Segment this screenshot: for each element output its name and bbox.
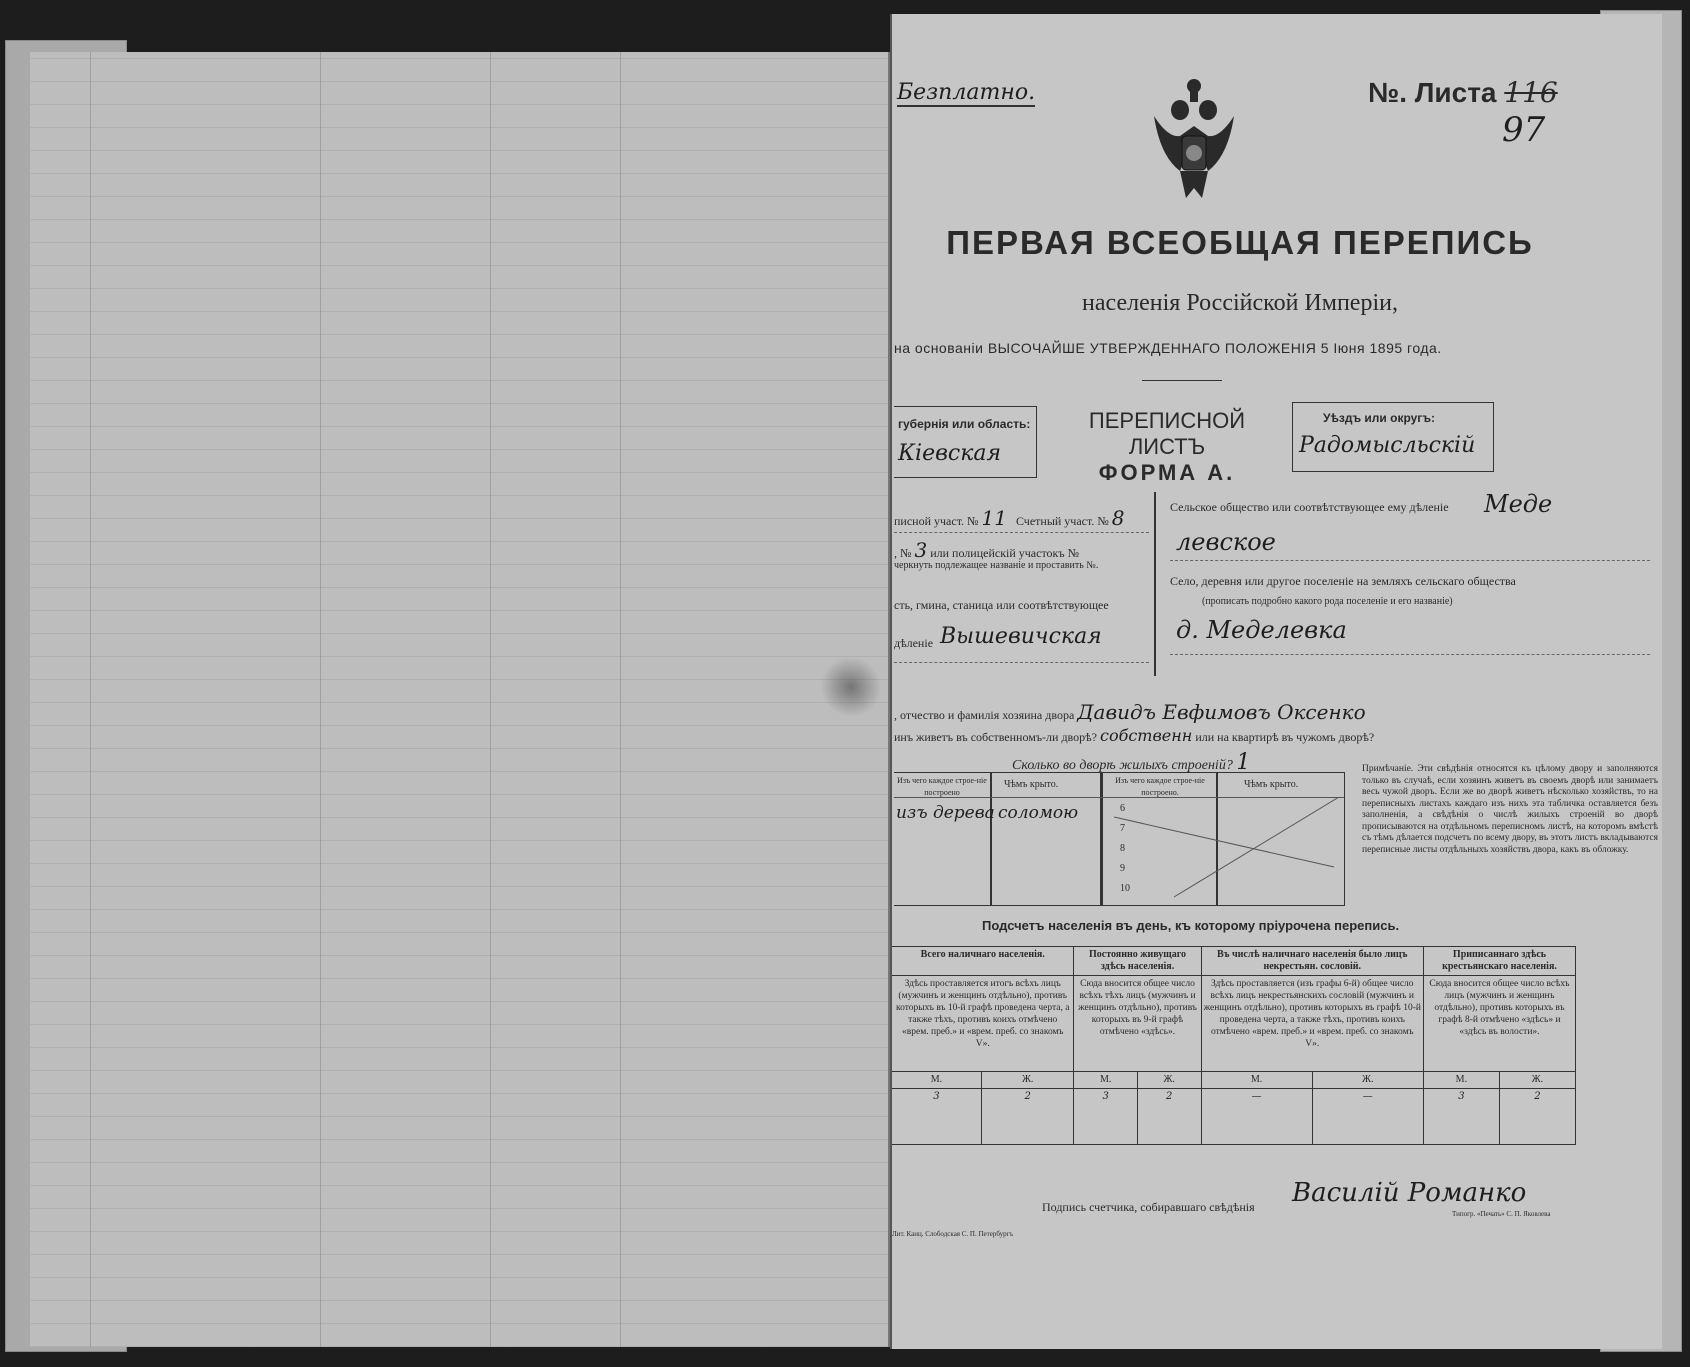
village-value: д. Меделевка	[1176, 616, 1347, 644]
row-10: 10	[1120, 883, 1130, 894]
peasant-male-value: 3	[1423, 1089, 1499, 1145]
sheet-number-handwritten: 97	[1502, 110, 1546, 150]
sheet-number-crossed: 116	[1504, 76, 1558, 109]
total-male-value: 3	[892, 1089, 981, 1145]
form-type-label: ФОРМА А.	[1098, 460, 1236, 485]
census-district-value: 11	[981, 506, 1007, 530]
count-district-value: 8	[1111, 506, 1125, 530]
table-divider	[1100, 773, 1103, 905]
group-nonpeasant-desc: Здѣсь проставляется (изъ графы 6-й) общее число всѣхъ лицъ некрестьянскихъ сословій (мужчинъ и женщинъ отдѣльно), противъ которыхъ въ графѣ 10-й проведена черта, а также тѣхъ, противъ коихъ отмѣчено «врем. преб.» и «врем. преб. со знакомъ V».	[1201, 976, 1423, 1072]
population-count-table	[892, 946, 1576, 1145]
signature-label: Подпись счетчика, собиравшаго свѣдѣнія	[1042, 1200, 1255, 1214]
group-total-desc: Здѣсь проставляется итогъ всѣхъ лицъ (мужчинъ и женщинъ отдѣльно), противъ которыхъ въ 10-й графѣ проведена черта, а также тѣхъ, противъ коихъ отмѣчено «врем. преб.» и «врем. преб. со знакомъ V».	[892, 976, 1074, 1072]
col-material-header: Изъ чего каждое строе-ніе построено	[897, 776, 987, 797]
lives-row	[894, 726, 1374, 745]
census-district-row	[894, 506, 1125, 530]
sheet-number-label: №. Листа	[1368, 77, 1497, 108]
buildings-label: Сколько во дворѣ жилыхъ строеній?	[1012, 758, 1233, 773]
resident-male-value: 3	[1074, 1089, 1137, 1145]
buildings-table	[894, 772, 1345, 906]
lives-value: собственн	[1099, 726, 1193, 745]
m-label: М.	[1074, 1072, 1137, 1089]
location-divider	[1154, 492, 1156, 676]
f-label: Ж.	[1137, 1072, 1201, 1089]
lives-label: инъ живетъ въ собственномъ-ли дворѣ?	[894, 730, 1097, 744]
imperial-eagle-icon	[1150, 76, 1238, 208]
society-value-2: левское	[1176, 528, 1276, 556]
row-9: 9	[1120, 863, 1125, 874]
printer-right: Типогр. «Печать» С. П. Яковлева	[1452, 1210, 1551, 1218]
table-divider	[990, 773, 992, 905]
dotted-line	[1170, 654, 1650, 655]
stan-row	[894, 538, 1079, 562]
printer-left: Лит. Канц. Слободская С. П. Петербургъ	[892, 1230, 1014, 1238]
col-roof-header: Чѣмъ крыто.	[1004, 779, 1059, 790]
region-label: губернія или область:	[898, 417, 1031, 431]
m-label: М.	[892, 1072, 981, 1089]
col-material-header-2: Изъ чего каждое строе-ніе построено.	[1115, 776, 1205, 797]
group-nonpeasant	[1201, 947, 1423, 976]
group-peasant-title: Приписаннаго здѣсь крестьянскаго населенія.	[1442, 949, 1557, 972]
f-label: Ж.	[1312, 1072, 1423, 1089]
cross-out-strokes	[1114, 797, 1344, 905]
society-label: Сельское общество или соотвѣтствующее ему дѣленіе	[1170, 500, 1449, 514]
f-label: Ж.	[1499, 1072, 1575, 1089]
col-roof-header-2: Чѣмъ крыто.	[1244, 779, 1299, 790]
society-value-1: Меде	[1484, 490, 1553, 518]
signature-value: Василій Романко	[1292, 1178, 1527, 1208]
count-district-label: Счетный участ. №	[1015, 514, 1109, 528]
owner-name-label: , отчество и фамилія хозяина двора	[894, 708, 1075, 722]
census-district-label: писной участ. №	[894, 514, 979, 528]
group-resident-desc: Сюда вносится общее число всѣхъ тѣхъ лицъ (мужчинъ и женщинъ отдѣльно), противъ которыхъ въ 9-й графѣ отмѣчено «здѣсь».	[1074, 976, 1201, 1072]
row-7: 7	[1120, 823, 1125, 834]
row-6: 6	[1120, 803, 1125, 814]
volost-label-2: дѣленіе	[894, 636, 934, 650]
owner-name-value: Давидъ Евфимовъ Оксенко	[1077, 700, 1366, 724]
group-peasant	[1423, 947, 1575, 976]
form-subtitle: населенія Россійской Имперіи,	[1082, 290, 1398, 316]
group-resident-title: Постоянно живущаго здѣсь населенія.	[1088, 949, 1187, 972]
dotted-line	[1170, 560, 1650, 561]
free-label: Безплатно.	[897, 80, 1036, 105]
f-label: Ж.	[981, 1072, 1074, 1089]
stan-label: или полицейскій участокъ №	[930, 546, 1080, 560]
form-legal-basis: на основаніи ВЫСОЧАЙШЕ УТВЕРЖДЕННАГО ПОЛОЖЕНІЯ 5 Іюня 1895 года.	[894, 340, 1442, 356]
ornament-divider	[1142, 380, 1222, 381]
buildings-value: 1	[1236, 750, 1251, 775]
lives-label-2: или на квартирѣ въ чужомъ дворѣ?	[1195, 730, 1375, 744]
dotted-line	[894, 662, 1149, 663]
building-material-value: изъ дерева	[896, 803, 995, 823]
stan-value: 3	[914, 538, 928, 562]
village-label: Село, деревня или другое поселеніе на земляхъ сельскаго общества	[1170, 574, 1516, 588]
note-text: Примѣчаніе. Эти свѣдѣнія относятся къ цѣлому двору и заполняются только въ случаѣ, если хозяинъ живетъ въ своемъ дворѣ или занимаетъ весь чужой дворъ. Если же во дворѣ живетъ нѣсколько хозяйствъ, то на переписныхъ листахъ каждаго изъ нихъ эта табличка оставляется безъ заполненія, а свѣдѣнія о числѣ жилыхъ строеній во дворѣ прописываются на отдѣльномъ переписномъ листѣ, на которомъ вмѣстѣ съ тѣмъ дѣлается подсчетъ по всему двору, въ этотъ листъ вкладываются переписные листы отдѣльныхъ хозяйствъ двора, какъ въ обложку.	[1362, 764, 1658, 855]
region-box	[894, 406, 1037, 478]
owner-row	[894, 700, 1366, 724]
volost-label: сть, гмина, станица или соотвѣтствующее	[894, 598, 1109, 612]
village-note: (прописать подробно какого рода поселеніе и его названіе)	[1202, 596, 1453, 607]
row-8: 8	[1120, 843, 1125, 854]
m-label: М.	[1201, 1072, 1312, 1089]
nonpeasant-female-value: —	[1312, 1089, 1423, 1145]
peasant-female-value: 2	[1499, 1089, 1575, 1145]
resident-female-value: 2	[1137, 1089, 1201, 1145]
m-label: М.	[1423, 1072, 1499, 1089]
group-total-title: Всего наличнаго населенія.	[920, 949, 1045, 960]
stan-note: черкнуть подлежащее названіе и проставить №.	[894, 560, 1099, 571]
total-female-value: 2	[981, 1089, 1074, 1145]
district-value: Радомысльскій	[1299, 433, 1476, 458]
sheet-type-label: ПЕРЕПИСНОЙ ЛИСТЪ	[1088, 408, 1246, 459]
group-resident	[1074, 947, 1201, 976]
district-box	[1292, 402, 1494, 472]
form-title: ПЕРВАЯ ВСЕОБЩАЯ ПЕРЕПИСЬ	[946, 224, 1534, 261]
census-form-page	[890, 14, 1662, 1349]
group-total	[892, 947, 1074, 976]
count-heading: Подсчетъ населенія въ день, къ которому пріурочена перепись.	[982, 918, 1400, 933]
left-page	[30, 52, 890, 1347]
group-peasant-desc: Сюда вносится общее число всѣхъ лицъ (мужчинъ и женщинъ отдѣльно), противъ которыхъ въ графѣ 8-й отмѣчено «здѣсь» и «здѣсь въ волости».	[1423, 976, 1575, 1072]
left-page-grid	[30, 52, 888, 1347]
district-label: Уѣздъ или округъ:	[1323, 411, 1436, 425]
building-roof-value: соломою	[998, 803, 1079, 823]
region-value: Кіевская	[898, 441, 1002, 466]
volost-value: Вышевичская	[940, 624, 1102, 649]
stan-prefix: , №	[894, 546, 912, 560]
group-nonpeasant-title: Въ числѣ наличнаго населенія было лицъ некрестьян. сословій.	[1217, 949, 1408, 972]
nonpeasant-male-value: —	[1201, 1089, 1312, 1145]
dotted-line	[894, 532, 1149, 533]
